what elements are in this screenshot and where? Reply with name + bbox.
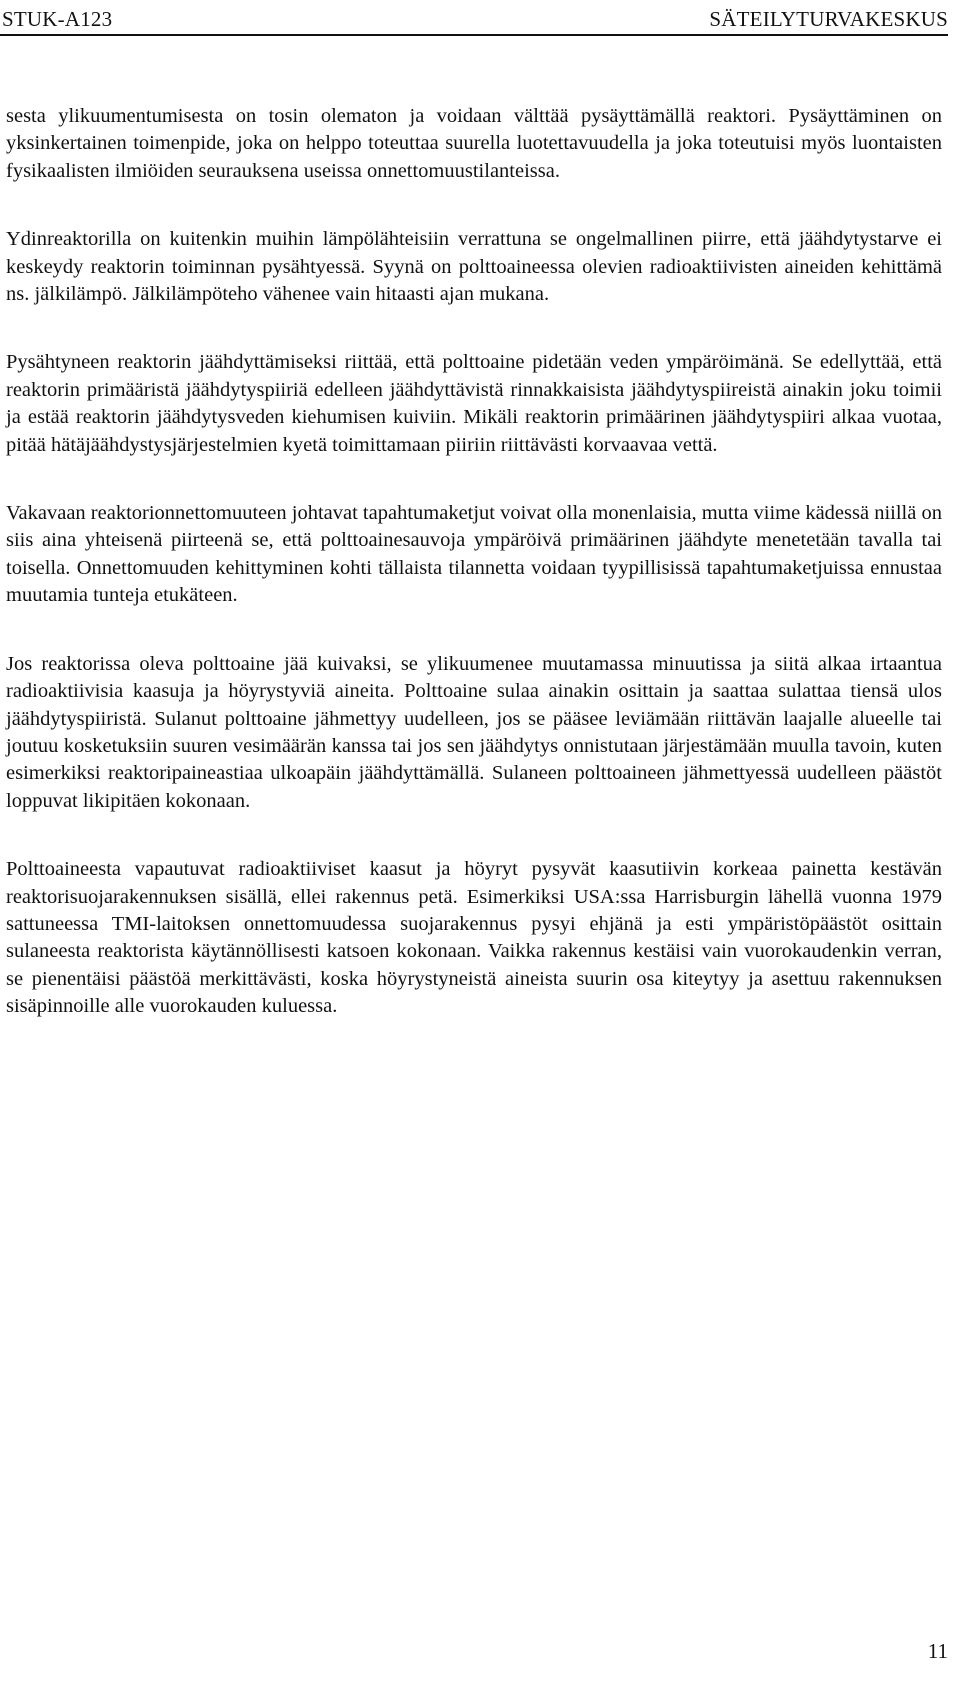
- paragraph: Polttoaineesta vapautuvat radioaktiiviset kaasut ja höyryt pysyvät kaasutiivin korkeaa painetta kestävän reaktorisuojarakennuksen sisällä, ellei rakennus petä. Esimerkiksi USA:ssa Harrisburgin lähellä vuonna 1979 sattuneessa TMI-laitoksen onnettomuudessa suojarakennus pysyi ehjänä ja esti ympäristöpäästöt osittain sulaneesta reaktorista käytännöllisesti katsoen kokonaan. Vaikka rakennus kestäisi vain vuorokaudenkin verran, se pienentäisi päästöä merkittävästi, koska höyrystyneistä aineista suurin osa kiteytyy ja asettuu rakennuksen sisäpinnoille alle vuorokauden kuluessa.: [6, 858, 942, 1018]
- publisher-name: SÄTEILYTURVAKESKUS: [709, 7, 948, 31]
- body-text: [6, 103, 942, 1062]
- page-header: [0, 4, 948, 36]
- paragraph: Pysähtyneen reaktorin jäähdyttämiseksi riittää, että polttoaine pidetään veden ympäröimänä. Se edellyttää, että reaktorin primääristä jäähdytyspiiriä edelleen jäähdyttävistä rinnakkaisista jäähdytyspiireistä ainakin joku toimii ja estää reaktorin jäähdytysveden kiehumisen kuiviin. Mikäli reaktorin primäärinen jäähdytyspiiri alkaa vuotaa, pitää hätäjäähdystysjärjestelmien kyetä toimittamaan piiriin riittävästi korvaavaa vettä.: [6, 351, 942, 456]
- paragraph: Vakavaan reaktorionnettomuuteen johtavat tapahtumaketjut voivat olla monenlaisia, mutta viime kädessä niillä on siis aina yhteisenä piirteenä se, että polttoainesauvoja ympäröivä primäärinen jäähdyte menetetään tavalla tai toisella. Onnettomuuden kehittyminen kohti tällaista tilannetta voidaan tyypillisissä tapahtumaketjuissa ennustaa muutamia tunteja etukäteen.: [6, 502, 942, 607]
- paragraph: sesta ylikuumentumisesta on tosin olematon ja voidaan välttää pysäyttämällä reaktori. Pysäyttäminen on yksinkertainen toimenpide, joka on helppo toteuttaa suurella luotettavuudella ja joka toteutuisi myös luontaisten fysikaalisten ilmiöiden seurauksena useissa onnettomuustilanteissa.: [6, 105, 942, 182]
- paragraph: Jos reaktorissa oleva polttoaine jää kuivaksi, se ylikuumenee muutamassa minuutissa ja siitä alkaa irtaantua radioaktiivisia kaasuja ja höyrystyviä aineita. Polttoaine sulaa ainakin osittain ja saattaa sulattaa tiensä ulos jäähdytyspiiristä. Sulanut polttoaine jähmettyy uudelleen, jos se pääsee leviämään riittävän laajalle alueelle tai joutuu kosketuksiin suuren vesimäärän kanssa tai jos sen jäähdytys onnistutaan järjestämään muulla tavoin, kuten esimerkiksi reaktoripaineastiaa ulkoapäin jäähdyttämällä. Sulaneen polttoaineen jähmettyessä uudelleen päästöt loppuvat likipitäen kokonaan.: [6, 652, 942, 812]
- report-code: STUK-A123: [2, 7, 113, 31]
- paragraph: Ydinreaktorilla on kuitenkin muihin lämpölähteisiin verrattuna se ongelmallinen piirre, että jäähdytystarve ei keskeydy reaktorin toiminnan pysähtyessä. Syynä on polttoaineessa olevien radioaktiivisten aineiden kehittämä ns. jälkilämpö. Jälkilämpöteho vähenee vain hitaasti ajan mukana.: [6, 228, 942, 306]
- page-number: 11: [927, 1639, 948, 1663]
